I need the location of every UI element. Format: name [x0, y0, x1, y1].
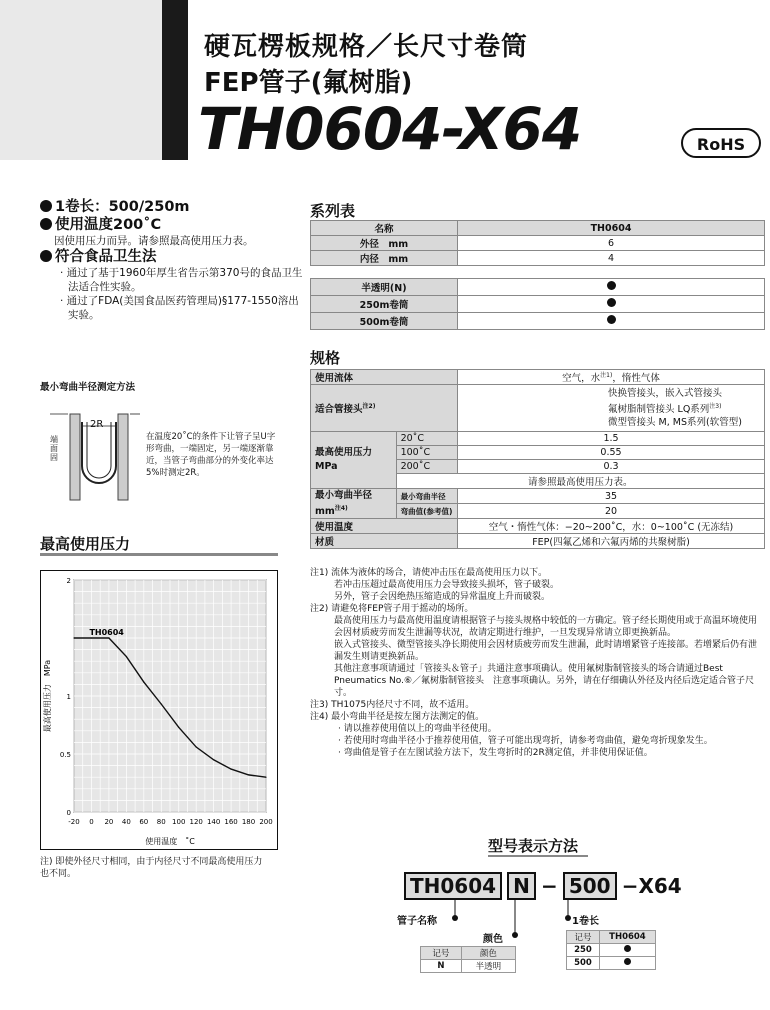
model-code-suffix: −X64 — [621, 874, 682, 898]
spec-bend-label: 最小弯曲半径 $mm^{注4)}$ — [311, 489, 397, 519]
series-id-label: 内径 mm — [311, 251, 458, 266]
x-tick-label: 20 — [104, 818, 114, 826]
x-tick-label: 40 — [121, 818, 131, 826]
x-tick-label: 120 — [189, 818, 203, 826]
color-table — [420, 946, 516, 973]
header-black-bar — [162, 0, 188, 160]
color-table-header: 颜色 — [461, 947, 515, 960]
x-axis-label: 使用温度 ˚C — [145, 837, 195, 846]
roll-table-header: 记号 — [567, 931, 600, 944]
note-2a: 最高使用压力与最高使用温度请根据管子与接头规格中较低的一方确定。管子经长期使用或于高温环境使用会因材质疲劳而发生泄漏等状况，故请定期进行维护，一旦发现异常请立即更换新品。 — [334, 616, 758, 638]
table-row — [311, 432, 765, 446]
y-tick-label: 0 — [66, 809, 71, 817]
y-tick-label: 1 — [66, 693, 71, 701]
series-id-value: 4 — [458, 251, 765, 266]
series-header-model: TH0604 — [458, 221, 765, 236]
roll-dot-cell — [599, 957, 655, 970]
data-point — [265, 777, 266, 778]
table-row — [311, 489, 765, 504]
model-code-part-color: N — [507, 872, 536, 900]
table-row — [311, 385, 765, 432]
chart-heading: 最高使用压力 — [40, 535, 131, 553]
label-roll-length: 1卷长 — [572, 916, 599, 927]
note-4c: · 弯曲值是管子在左图试验方法下，发生弯折时的2R测定值，并非使用保证值。 — [338, 748, 653, 758]
table-row — [311, 370, 765, 385]
table-row — [311, 236, 765, 251]
model-code-part-size: TH0604 — [404, 872, 502, 900]
page-title-line2: FEP管子(氟树脂) — [204, 68, 413, 98]
model-code-heading: 型号表示方法 — [488, 837, 579, 855]
table-row — [311, 279, 765, 296]
label-tube-name: 管子名称 — [397, 916, 437, 927]
color-code: N — [421, 960, 462, 973]
model-code-part-roll: 500 — [563, 872, 617, 900]
page-title-line1: 硬瓦楞板规格／长尺寸卷筒 — [204, 32, 529, 62]
data-point — [196, 746, 197, 747]
chart-footnote: 注) 即使外径尺寸相同，由于内径尺寸不同最高使用压力也不同。 — [40, 857, 263, 879]
series-option-label: 500m卷筒 — [311, 313, 458, 330]
data-point — [230, 768, 231, 769]
spec-table — [310, 369, 765, 549]
table-row — [421, 960, 516, 973]
spec-bend-min-label: 最小弯曲半径 — [396, 489, 457, 504]
table-row — [311, 221, 765, 236]
bend-method-title: 最小弯曲半径测定方法 — [40, 382, 136, 393]
bend-method-description: 在温度20˚C的条件下让管子呈U字形弯曲，一端固定，另一端逐渐靠近，当管子弯曲部分的外变化率达5%时测定2R。 — [146, 432, 276, 478]
series-table — [310, 220, 765, 266]
model-code-rule — [488, 855, 588, 857]
table-row — [567, 957, 656, 970]
notes-block — [310, 567, 765, 759]
note-4a: · 请以推荐使用值以上的弯曲半径使用。 — [338, 724, 497, 734]
note-3: 注3) TH1075内径尺寸不同，故不适用。 — [310, 700, 475, 710]
spec-fluid-label: 使用流体 — [311, 370, 458, 385]
rohs-badge: RoHS — [681, 128, 761, 158]
table-row — [421, 947, 516, 960]
pressure-chart — [40, 570, 278, 855]
series-option-dot — [458, 296, 765, 313]
feature-food-law: 符合食品卫生法 — [40, 248, 305, 266]
roll-code: 500 — [567, 957, 600, 970]
filled-dot-icon — [624, 958, 631, 965]
roll-table — [566, 930, 656, 970]
model-code-line — [404, 872, 682, 900]
roll-code: 250 — [567, 944, 600, 957]
series-option-dot — [458, 313, 765, 330]
spec-fluid-value: 空气，水$^{注1)}$，惰性气体 — [458, 370, 765, 385]
data-point — [248, 774, 249, 775]
table-row — [567, 931, 656, 944]
spec-pressure-temp: 20˚C — [396, 432, 457, 446]
series-option-label: 250m卷筒 — [311, 296, 458, 313]
data-point — [73, 637, 74, 638]
bend-side-label: 端面固 — [50, 435, 58, 462]
x-tick-label: -20 — [68, 818, 80, 826]
spec-fitting-label: 适合管接头$^{注2)}$ — [311, 385, 458, 432]
spec-material-value: FEP(四氟乙烯和六氟丙烯的共聚树脂) — [458, 534, 765, 549]
roll-table-header: TH0604 — [599, 931, 655, 944]
data-point — [126, 656, 127, 657]
note-4b: · 若使用时弯曲半径小于推荐使用值，管子可能出现弯折，请参考弯曲值，避免弯折现象发生。 — [338, 736, 713, 746]
y-tick-label: 0.5 — [59, 751, 71, 759]
feature-roll-length: 1卷长：500/250m — [40, 198, 305, 216]
bullet-icon — [40, 218, 52, 230]
spec-pressure-reference: 请参照最高使用压力表。 — [396, 474, 764, 489]
spec-heading: 规格 — [310, 349, 341, 367]
table-row — [311, 519, 765, 534]
spec-pressure-value: 0.55 — [458, 446, 765, 460]
data-point — [91, 637, 92, 638]
x-tick-label: 180 — [241, 818, 256, 826]
spec-pressure-temp: 100˚C — [396, 446, 457, 460]
y-axis-label: 最高使用压力 MPa — [43, 659, 52, 733]
note-1a: 若冲击压超过最高使用压力会导致接头损坏，管子破裂。 — [334, 580, 560, 590]
spec-fitting-value: 快换管接头，嵌入式管接头 氟树脂制管接头 LQ系列$^{注3)}$ 微型管接头 M, MS系列(软管型) — [458, 385, 765, 432]
feature-food-note1: · 通过了基于1960年厚生省告示第370号的食品卫生法适合性实验。 — [60, 267, 303, 293]
note-1: 注1) 流体为液体的场合，请使冲击压在最高使用压力以下。 — [310, 568, 548, 578]
feature-temperature: 使用温度200˚C — [40, 216, 305, 234]
note-1b: 另外，管子会因绝热压缩造成的异常温度上升而破裂。 — [334, 592, 551, 602]
spec-bend-min-value: 35 — [458, 489, 765, 504]
model-code-dash: − — [540, 874, 558, 898]
series-od-value: 6 — [458, 236, 765, 251]
color-name: 半透明 — [461, 960, 515, 973]
spec-bend-ref-label: 弯曲值(参考值) — [396, 504, 457, 519]
note-2b: 嵌入式管接头、微型管接头净长期使用会因材质疲劳而发生泄漏，此时请增紧管子连接部。若增紧后仍有泄漏发生则请更换新品。 — [334, 640, 758, 662]
data-point — [178, 727, 179, 728]
x-tick-label: 80 — [156, 818, 166, 826]
y-tick-label: 2 — [66, 577, 71, 585]
model-number-title: TH0604-X64 — [198, 95, 582, 163]
bullet-icon — [40, 200, 52, 212]
series-label: TH0604 — [89, 628, 124, 637]
series-header-name: 名称 — [311, 221, 458, 236]
feature-list — [40, 198, 305, 322]
data-point — [108, 637, 109, 638]
table-row — [311, 313, 765, 330]
note-2c: 其他注意事项请通过「管接头＆管子」共通注意事项确认。使用氟树脂制管接头的场合请通过Best Pneumatics No.⑥／氟树脂制管接头 注意事项确认。另外，请在仔细确认外径及内径后选定适合管子尺寸。 — [334, 664, 755, 698]
x-tick-label: 140 — [206, 818, 221, 826]
chart-heading-rule — [40, 553, 278, 556]
x-tick-label: 160 — [224, 818, 238, 826]
spec-temp-label: 使用温度 — [311, 519, 458, 534]
series-heading: 系列表 — [310, 202, 356, 220]
note-2: 注2) 请避免将FEP管子用于摇动的场所。 — [310, 604, 474, 614]
filled-dot-icon — [607, 298, 616, 307]
spec-pressure-value: 1.5 — [458, 432, 765, 446]
filled-dot-icon — [624, 945, 631, 952]
data-point — [213, 759, 214, 760]
table-row — [311, 534, 765, 549]
series-option-label: 半透明(N) — [311, 279, 458, 296]
series-options-table — [310, 278, 765, 330]
note-4: 注4) 最小弯曲半径是按左图方法测定的值。 — [310, 712, 485, 722]
color-table-header: 记号 — [421, 947, 462, 960]
data-point — [143, 681, 144, 682]
spec-pressure-value: 0.3 — [458, 460, 765, 474]
spec-pressure-label: 最高使用压力 MPa — [311, 432, 397, 489]
feature-food-note2: · 通过了FDA(美国食品医药管理局)§177-1550溶出实验。 — [60, 295, 299, 321]
series-od-label: 外径 mm — [311, 236, 458, 251]
spec-temp-value: 空气・惰性气体：−20~200˚C，水：0~100˚C (无冻结) — [458, 519, 765, 534]
x-tick-label: 200 — [259, 818, 273, 826]
bullet-icon — [40, 250, 52, 262]
bend-diagram — [50, 402, 140, 502]
roll-dot-cell — [599, 944, 655, 957]
bend-2r-label: 2R — [90, 419, 104, 430]
spec-material-label: 材质 — [311, 534, 458, 549]
data-point — [161, 704, 162, 705]
filled-dot-icon — [607, 315, 616, 324]
spec-pressure-temp: 200˚C — [396, 460, 457, 474]
x-tick-label: 100 — [172, 818, 186, 826]
table-row — [567, 944, 656, 957]
feature-temperature-note: 因使用压力而异。请参照最高使用压力表。 — [54, 235, 254, 247]
label-color: 颜色 — [483, 934, 503, 945]
header-gray-band — [0, 0, 162, 160]
x-tick-label: 0 — [89, 818, 94, 826]
table-row — [311, 251, 765, 266]
x-tick-label: 60 — [139, 818, 149, 826]
series-option-dot — [458, 279, 765, 296]
filled-dot-icon — [607, 281, 616, 290]
table-row — [311, 296, 765, 313]
spec-bend-ref-value: 20 — [458, 504, 765, 519]
